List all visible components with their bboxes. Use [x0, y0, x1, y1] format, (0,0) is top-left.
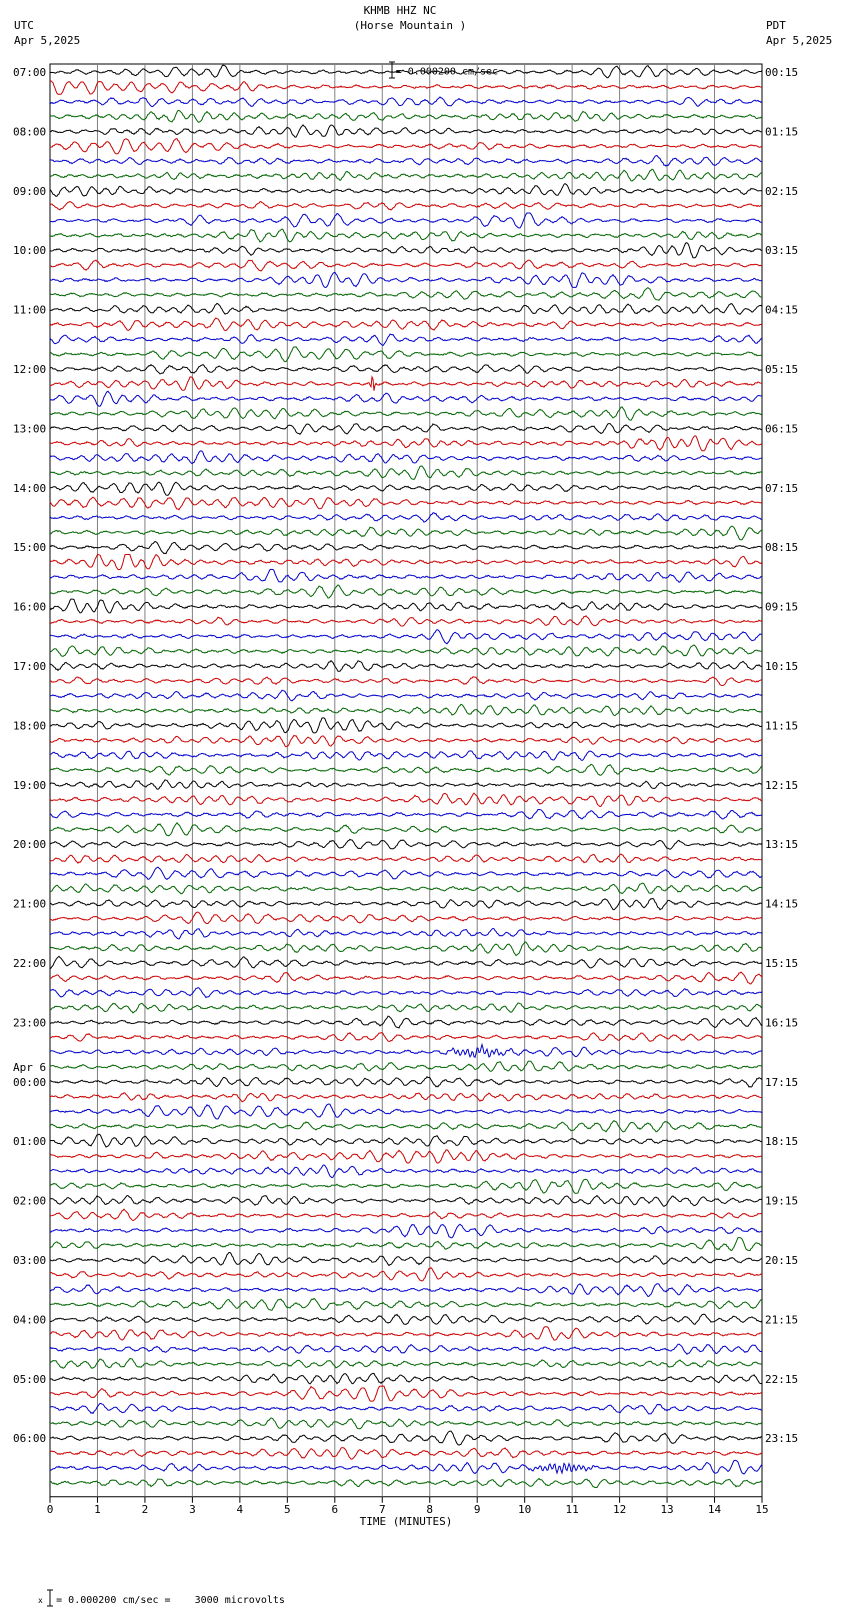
trace-11	[50, 229, 762, 242]
scale-value: = 0.000200 cm/sec	[395, 66, 499, 78]
x-tick-label: 8	[426, 1502, 434, 1516]
trace-83	[50, 1299, 762, 1311]
left-time-label: 03:00	[13, 1254, 47, 1267]
trace-80	[50, 1253, 762, 1266]
trace-91	[50, 1418, 762, 1429]
x-tick-label: 7	[378, 1502, 386, 1516]
x-tick-label: 0	[46, 1502, 54, 1516]
left-time-label: 07:00	[13, 66, 47, 79]
trace-27	[50, 466, 762, 479]
trace-45	[50, 735, 762, 746]
right-time-label: 17:15	[765, 1075, 799, 1089]
trace-8	[50, 184, 762, 197]
trace-24	[50, 424, 762, 435]
left-time-label: 11:00	[13, 303, 47, 317]
right-time-label: 10:15	[765, 660, 799, 673]
trace-18	[50, 334, 762, 345]
trace-64	[50, 1016, 762, 1028]
right-date: Apr 5,2025	[766, 34, 833, 47]
trace-21	[50, 377, 762, 391]
right-time-label: 16:15	[765, 1016, 799, 1030]
trace-68	[50, 1077, 762, 1087]
right-time-label: 02:15	[765, 184, 799, 198]
trace-71	[50, 1121, 762, 1132]
right-time-label: 06:15	[765, 422, 799, 436]
trace-7	[50, 169, 762, 181]
trace-95	[50, 1479, 762, 1488]
left-time-label: 17:00	[13, 660, 47, 673]
trace-10	[50, 213, 762, 228]
trace-73	[50, 1150, 762, 1163]
trace-59	[50, 942, 762, 956]
trace-19	[50, 347, 762, 362]
trace-31	[50, 526, 762, 540]
trace-79	[50, 1238, 762, 1251]
trace-17	[50, 318, 762, 331]
trace-48	[50, 780, 762, 789]
left-time-label: 14:00	[13, 481, 47, 495]
trace-76	[50, 1196, 762, 1207]
left-time-label: 01:00	[13, 1135, 47, 1149]
trace-37	[50, 616, 762, 626]
trace-20	[50, 365, 762, 374]
trace-52	[50, 839, 762, 849]
left-time-label: 13:00	[13, 422, 47, 436]
trace-6	[50, 156, 762, 167]
svg-text:x: x	[38, 1596, 43, 1605]
trace-33	[50, 555, 762, 570]
left-time-label: 06:00	[13, 1432, 47, 1446]
trace-69	[50, 1093, 762, 1102]
right-time-label: 00:15	[765, 66, 799, 79]
trace-89	[50, 1386, 762, 1401]
trace-81	[50, 1268, 762, 1281]
trace-87	[50, 1359, 762, 1369]
right-timezone: PDT	[766, 19, 786, 32]
right-time-label: 11:15	[765, 719, 799, 733]
trace-66	[50, 1045, 762, 1058]
trace-84	[50, 1314, 762, 1324]
trace-28	[50, 482, 762, 495]
station-title: KHMB HHZ NC	[363, 4, 437, 17]
trace-50	[50, 810, 762, 820]
trace-15	[50, 288, 762, 301]
left-time-label: 04:00	[13, 1313, 47, 1327]
left-time-label: 20:00	[13, 838, 47, 852]
left-time-label: 15:00	[13, 541, 47, 555]
trace-75	[50, 1179, 762, 1193]
trace-56	[50, 899, 762, 910]
trace-77	[50, 1209, 762, 1220]
trace-25	[50, 436, 762, 451]
x-tick-label: 14	[707, 1502, 722, 1516]
left-time-label: 00:00	[13, 1075, 47, 1089]
footer-scale-text: = 0.000200 cm/sec = 3000 microvolts	[56, 1595, 285, 1606]
right-time-label: 04:15	[765, 303, 799, 317]
trace-38	[50, 630, 762, 644]
right-time-label: 14:15	[765, 897, 799, 911]
trace-4	[50, 125, 762, 137]
trace-93	[50, 1448, 762, 1460]
trace-54	[50, 867, 762, 879]
right-time-label: 15:15	[765, 957, 799, 970]
x-tick-label: 13	[660, 1502, 674, 1516]
trace-85	[50, 1327, 762, 1340]
right-time-label: 23:15	[765, 1432, 799, 1446]
trace-70	[50, 1104, 762, 1119]
x-tick-label: 15	[755, 1502, 769, 1516]
trace-94	[50, 1460, 762, 1474]
right-time-label: 22:15	[765, 1372, 799, 1386]
trace-92	[50, 1431, 762, 1445]
trace-5	[50, 139, 762, 154]
x-tick-label: 6	[331, 1502, 339, 1516]
right-time-label: 21:15	[765, 1313, 799, 1327]
trace-35	[50, 585, 762, 598]
left-time-label: 08:00	[13, 125, 47, 139]
right-time-label: 01:15	[765, 125, 799, 139]
trace-88	[50, 1373, 762, 1384]
trace-3	[50, 110, 762, 122]
trace-60	[50, 956, 762, 969]
trace-55	[50, 883, 762, 894]
trace-65	[50, 1033, 762, 1042]
footer-scale	[2, 1565, 285, 1623]
trace-62	[50, 988, 762, 998]
trace-30	[50, 513, 762, 522]
trace-46	[50, 751, 762, 761]
right-time-label: 07:15	[765, 481, 799, 495]
trace-57	[50, 912, 762, 924]
x-axis-label: TIME (MINUTES)	[359, 1514, 453, 1528]
right-time-label: 03:15	[765, 244, 799, 258]
left-date: Apr 5,2025	[14, 34, 81, 47]
x-tick-label: 10	[518, 1502, 532, 1516]
trace-47	[50, 764, 762, 775]
left-time-label: 19:00	[13, 778, 47, 792]
trace-16	[50, 303, 762, 314]
x-tick-label: 4	[236, 1502, 244, 1516]
left-time-label: 23:00	[13, 1016, 47, 1030]
trace-58	[50, 928, 762, 939]
left-time-label: 09:00	[13, 184, 47, 198]
x-tick-label: 11	[565, 1502, 579, 1516]
trace-22	[50, 391, 762, 406]
right-time-label: 08:15	[765, 541, 799, 555]
x-tick-label: 5	[284, 1502, 291, 1516]
left-time-label: 18:00	[13, 719, 47, 733]
x-tick-label: 2	[141, 1502, 149, 1516]
trace-53	[50, 854, 762, 863]
left-time-label: 16:00	[13, 600, 47, 614]
trace-74	[50, 1165, 762, 1178]
trace-0	[50, 65, 762, 78]
trace-86	[50, 1344, 762, 1354]
trace-14	[50, 272, 762, 287]
left-time-label: 12:00	[13, 363, 47, 376]
trace-23	[50, 407, 762, 420]
x-tick-label: 12	[612, 1502, 627, 1516]
trace-72	[50, 1134, 762, 1147]
left-time-label: 05:00	[13, 1372, 47, 1386]
trace-49	[50, 793, 762, 807]
trace-13	[50, 260, 762, 271]
right-time-label: 18:15	[765, 1135, 799, 1149]
trace-90	[50, 1403, 762, 1414]
trace-34	[50, 569, 762, 582]
trace-41	[50, 677, 762, 686]
trace-2	[50, 97, 762, 107]
station-location: (Horse Mountain )	[353, 19, 467, 32]
right-time-label: 20:15	[765, 1254, 799, 1267]
trace-61	[50, 972, 762, 984]
trace-32	[50, 542, 762, 554]
trace-1	[50, 80, 762, 94]
date-change-label: Apr 6	[13, 1060, 47, 1074]
trace-39	[50, 645, 762, 656]
left-timezone: UTC	[14, 19, 34, 32]
right-time-label: 13:15	[765, 838, 799, 852]
x-tick-label: 9	[473, 1502, 481, 1516]
x-tick-label: 1	[94, 1502, 101, 1516]
left-time-label: 02:00	[13, 1194, 47, 1208]
trace-12	[50, 243, 762, 258]
trace-42	[50, 690, 762, 701]
trace-26	[50, 451, 762, 464]
trace-82	[50, 1284, 762, 1297]
trace-43	[50, 704, 762, 715]
left-time-label: 10:00	[13, 244, 47, 258]
trace-44	[50, 718, 762, 733]
right-time-label: 09:15	[765, 600, 799, 614]
left-time-label: 21:00	[13, 897, 47, 911]
trace-51	[50, 823, 762, 836]
x-tick-label: 3	[189, 1502, 196, 1516]
left-time-label: 22:00	[13, 957, 47, 970]
trace-63	[50, 1003, 762, 1013]
trace-40	[50, 661, 762, 672]
trace-78	[50, 1224, 762, 1238]
right-time-label: 12:15	[765, 778, 799, 792]
trace-67	[50, 1061, 762, 1071]
trace-29	[50, 497, 762, 510]
trace-36	[50, 599, 762, 613]
trace-9	[50, 202, 762, 210]
right-time-label: 05:15	[765, 363, 799, 376]
plot-frame	[50, 64, 762, 1497]
right-time-label: 19:15	[765, 1194, 799, 1208]
